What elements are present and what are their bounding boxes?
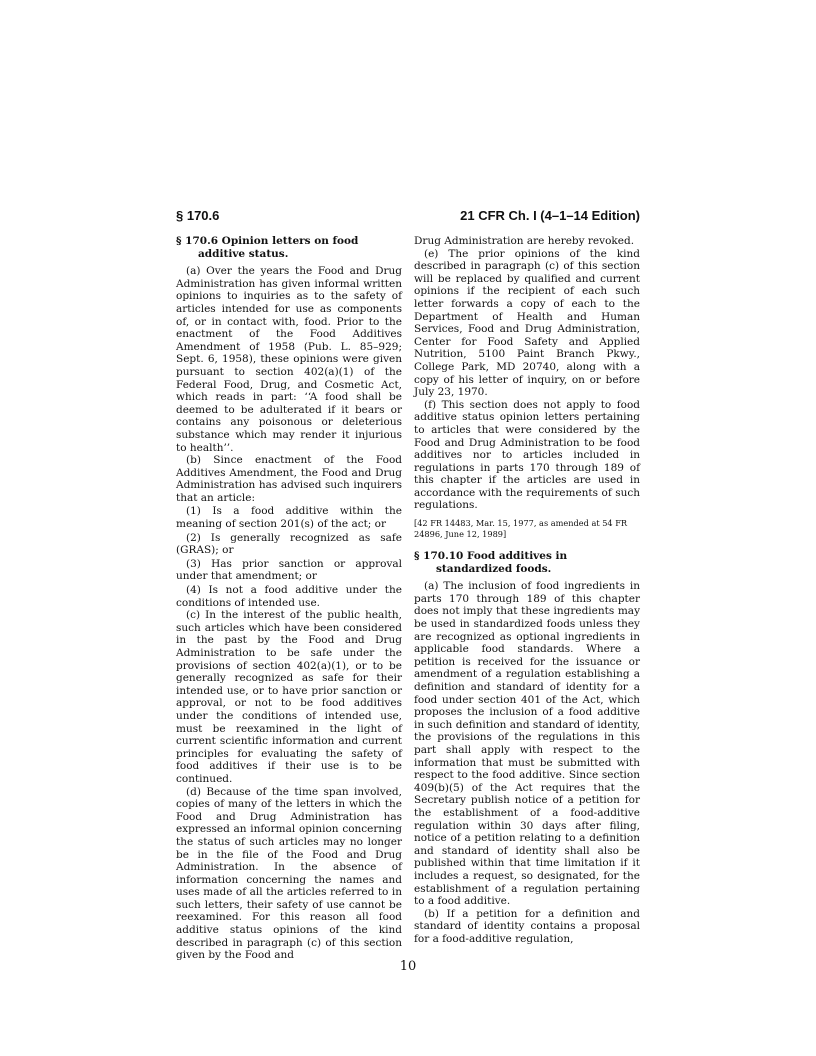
- section-heading-170-6: § 170.6 Opinion letters on food additive status.: [176, 235, 359, 260]
- paragraph-b-4: (4) Is not a food additive under the conditions of intended use.: [176, 584, 402, 609]
- paragraph-b-1: (1) Is a food additive within the meaning of section 201(s) of the act; or: [176, 505, 402, 531]
- page-number: 10: [399, 959, 417, 974]
- paragraph-170-10-b: (b) If a petition for a definition and standard of identity contains a proposal for a food-additive regulation,: [414, 907, 640, 945]
- paragraph-c: (c) In the interest of the public health, such articles which have been considered in the past by the Food and Drug Administration to be safe under the provisions of section 402(a)(1), or to be generally recognized as safe for their intended use, or to have prior sanction or approval, or not to be food additives under the conditions of intended use, must be reexamined in the light of current scientific information and current principles for evaluating the safety of food additives if their use is to be continued.: [176, 609, 402, 785]
- paragraph-d-continued: Drug Administration are hereby revoked.: [414, 235, 635, 247]
- paragraph-f: (f) This section does not apply to food additive status opinion letters pertaining to articles that were considered by the Food and Drug Administration to be food additives nor to articles included in regulations in parts 170 through 189 of this chapter if the articles are used in accordance with the requirements of such regulations.: [414, 398, 640, 512]
- left-column: [176, 235, 402, 962]
- running-header-title: 21 CFR Ch. I (4–1–14 Edition): [460, 208, 640, 223]
- paragraph-b: (b) Since enactment of the Food Additives Amendment, the Food and Drug Administration has advised such inquirers that an article:: [176, 454, 402, 504]
- running-header-section: § 170.6: [176, 208, 220, 223]
- paragraph-170-10-a: (a) The inclusion of food ingredients in parts 170 through 189 of this chapter does not imply that these ingredients may be used in standardized foods unless they are recognized as optional ingredients in applicable food standards. Where a petition is received for the issuance or amendment of a regulation establishing a definition and standard of identity for a food under section 401 of the Act, which proposes the inclusion of a food additive in such definition and standard of identity, the provisions of the regulations in this part shall apply with respect to the information that must be submitted with respect to the food additive. Since section 409(b)(5) of the Act requires that the Secretary publish notice of a petition for the establishment of a food-additive regulation within 30 days after filing, notice of a petition relating to a definition and standard of identity shall also be published within that time limitation if it includes a request, so designated, for the establishment of a regulation pertaining to a food additive.: [414, 580, 640, 908]
- source-citation: [42 FR 14483, Mar. 15, 1977, as amended at 54 FR 24896, June 12, 1989]: [414, 518, 628, 540]
- paragraph-b-2: (2) Is generally recognized as safe (GRAS); or: [176, 531, 402, 557]
- paragraph-a: (a) Over the years the Food and Drug Administration has given informal written opinions to inquiries as to the safety of articles intended for use as components of, or in contact with, food. Prior to the enactment of the Food Additives Amendment of 1958 (Pub. L. 85–929; Sept. 6, 1958), these opinions were given pursuant to section 402(a)(1) of the Federal Food, Drug, and Cosmetic Act, which reads in part: ‘‘A food shall be deemed to be adulterated if it bears or contains any poisonous or deleterious substance which may render it injurious to health’’.: [176, 265, 402, 454]
- section-heading-170-10: § 170.10 Food additives in standardized foods.: [414, 550, 568, 575]
- paragraph-d: (d) Because of the time span involved, copies of many of the letters in which the Food and Drug Administration has expressed an informal opinion concerning the status of such articles may no longer be in the file of the Food and Drug Administration. In the absence of information concerning the names and uses made of all the articles referred to in such letters, their safety of use cannot be reexamined. For this reason all food additive status opinions of the kind described in paragraph (c) of this section given by the Food and: [176, 785, 402, 962]
- paragraph-e: (e) The prior opinions of the kind described in paragraph (c) of this section will be replaced by qualified and current opinions if the recipient of each such letter forwards a copy of each to the Department of Health and Human Services, Food and Drug Administration, Center for Food Safety and Applied Nutrition, 5100 Paint Branch Pkwy., College Park, MD 20740, along with a copy of his letter of inquiry, on or before July 23, 1970.: [414, 247, 640, 399]
- paragraph-b-3: (3) Has prior sanction or approval under that amendment; or: [176, 557, 402, 583]
- right-column: [414, 235, 640, 945]
